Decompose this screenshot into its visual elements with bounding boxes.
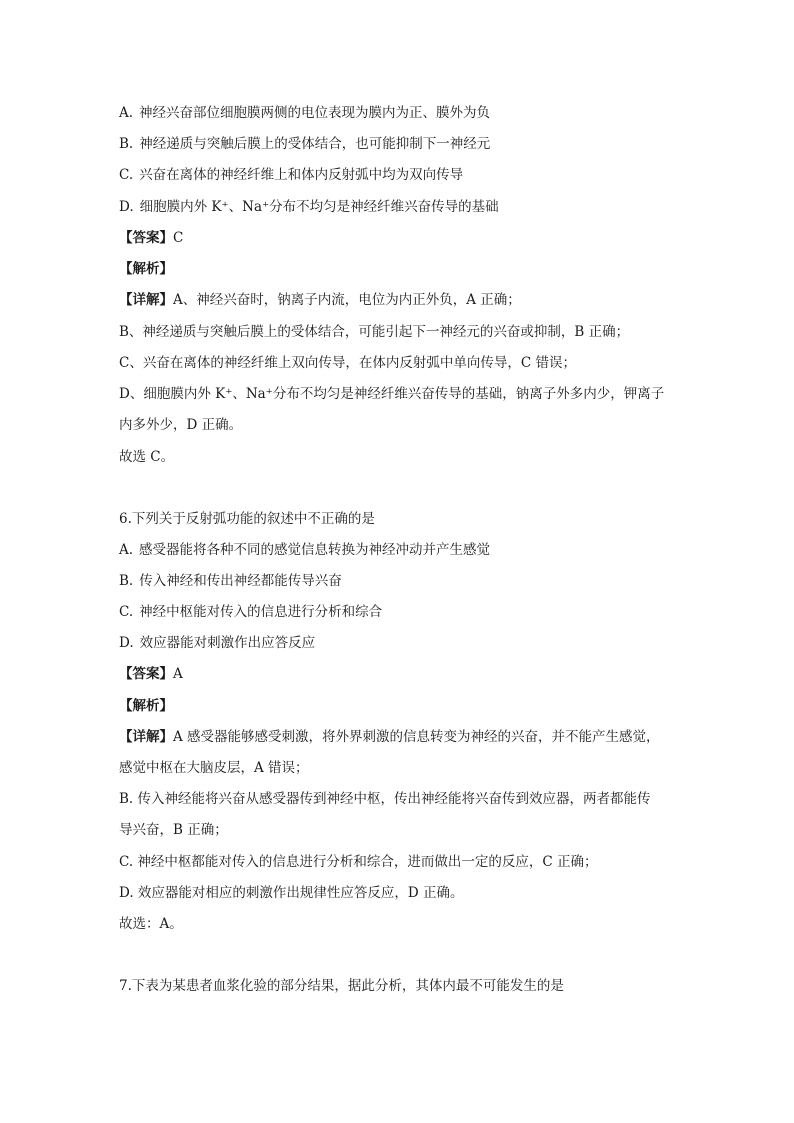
q6-option-b (119, 571, 679, 591)
option-letter: B. (119, 573, 134, 589)
detail-label: 【详解】 (119, 729, 173, 745)
analysis-label: 【解析】 (119, 261, 173, 277)
option-text: 神经中枢能对传入的信息进行分析和综合 (139, 604, 383, 620)
q5-answer (119, 228, 679, 248)
option-letter: A. (119, 542, 134, 558)
option-letter: B. (119, 136, 134, 152)
q6-stem: 6.下列关于反射弧功能的叙述中不正确的是 (119, 511, 375, 527)
q6-option-d (119, 633, 679, 653)
q6-detail-line-5: C. 神经中枢都能对传入的信息进行分析和综合，进而做出一定的反应，C 正确； (119, 854, 598, 870)
q5-analysis-heading (119, 259, 679, 279)
q6-detail-line-3: B. 传入神经能将兴奋从感受器传到神经中枢，传出神经能将兴奋传到效应器，两者都能传 (119, 791, 651, 807)
q6-answer (119, 664, 679, 684)
answer-label: 【答案】 (119, 230, 173, 246)
q6-detail-line-2: 感觉中枢在大脑皮层，A 错误； (119, 760, 309, 776)
q5-option-a (119, 103, 679, 123)
q5-detail-line-4: D、细胞膜内外 K⁺、Na⁺分布不均匀是神经纤维兴奋传导的基础，钠离子外多内少，钾离子 (119, 386, 665, 402)
detail-text: A、神经兴奋时，钠离子内流，电位为内正外负，A 正确； (173, 292, 521, 308)
q5-detail-line-2: B、神经递质与突触后膜上的受体结合，可能引起下一神经元的兴奋或抑制，B 正确； (119, 324, 630, 340)
answer-value: A (173, 666, 183, 682)
detail-label: 【详解】 (119, 292, 173, 308)
option-text: 神经递质与突触后膜上的受体结合，也可能抑制下一神经元 (139, 136, 491, 152)
option-text: 细胞膜内外 K⁺、Na⁺分布不均匀是神经纤维兴奋传导的基础 (139, 199, 499, 215)
option-text: 神经兴奋部位细胞膜两侧的电位表现为膜内为正、膜外为负 (139, 105, 491, 121)
option-letter: A. (119, 105, 134, 121)
q6-detail-line-4: 导兴奋，B 正确； (119, 822, 228, 838)
q6-analysis-heading (119, 696, 679, 716)
q6-detail-line-6: D. 效应器能对相应的刺激作出规律性应答反应，D 正确。 (119, 885, 464, 901)
option-text: 兴奋在离体的神经纤维上和体内反射弧中均为双向传导 (139, 167, 464, 183)
q6-option-c (119, 602, 679, 622)
q5-option-b (119, 134, 679, 154)
q6-detail-line-1 (119, 727, 679, 747)
option-text: 传入神经和传出神经都能传导兴奋 (139, 573, 342, 589)
option-letter: D. (119, 635, 134, 651)
q5-conclusion: 故选 C。 (119, 449, 175, 465)
answer-value: C (173, 230, 184, 246)
answer-label: 【答案】 (119, 666, 173, 682)
q6-conclusion: 故选：A。 (119, 916, 183, 932)
q5-option-c (119, 165, 679, 185)
q6-option-a (119, 540, 679, 560)
q7-stem: 7.下表为某患者血浆化验的部分结果，据此分析，其体内最不可能发生的是 (119, 978, 564, 994)
q5-option-d (119, 197, 679, 217)
option-letter: C. (119, 604, 134, 620)
option-text: 感受器能将各种不同的感觉信息转换为神经冲动并产生感觉 (139, 542, 491, 558)
option-letter: D. (119, 199, 134, 215)
q5-detail-line-3: C、兴奋在离体的神经纤维上双向传导，在体内反射弧中单向传导，C 错误； (119, 355, 576, 371)
detail-text: A 感受器能够感受刺激，将外界刺激的信息转变为神经的兴奋，并不能产生感觉， (173, 729, 660, 745)
option-letter: C. (119, 167, 134, 183)
q5-detail-line-5: 内多外少，D 正确。 (119, 417, 243, 433)
option-text: 效应器能对刺激作出应答反应 (139, 635, 316, 651)
q5-detail-line-1 (119, 290, 679, 310)
analysis-label: 【解析】 (119, 698, 173, 714)
